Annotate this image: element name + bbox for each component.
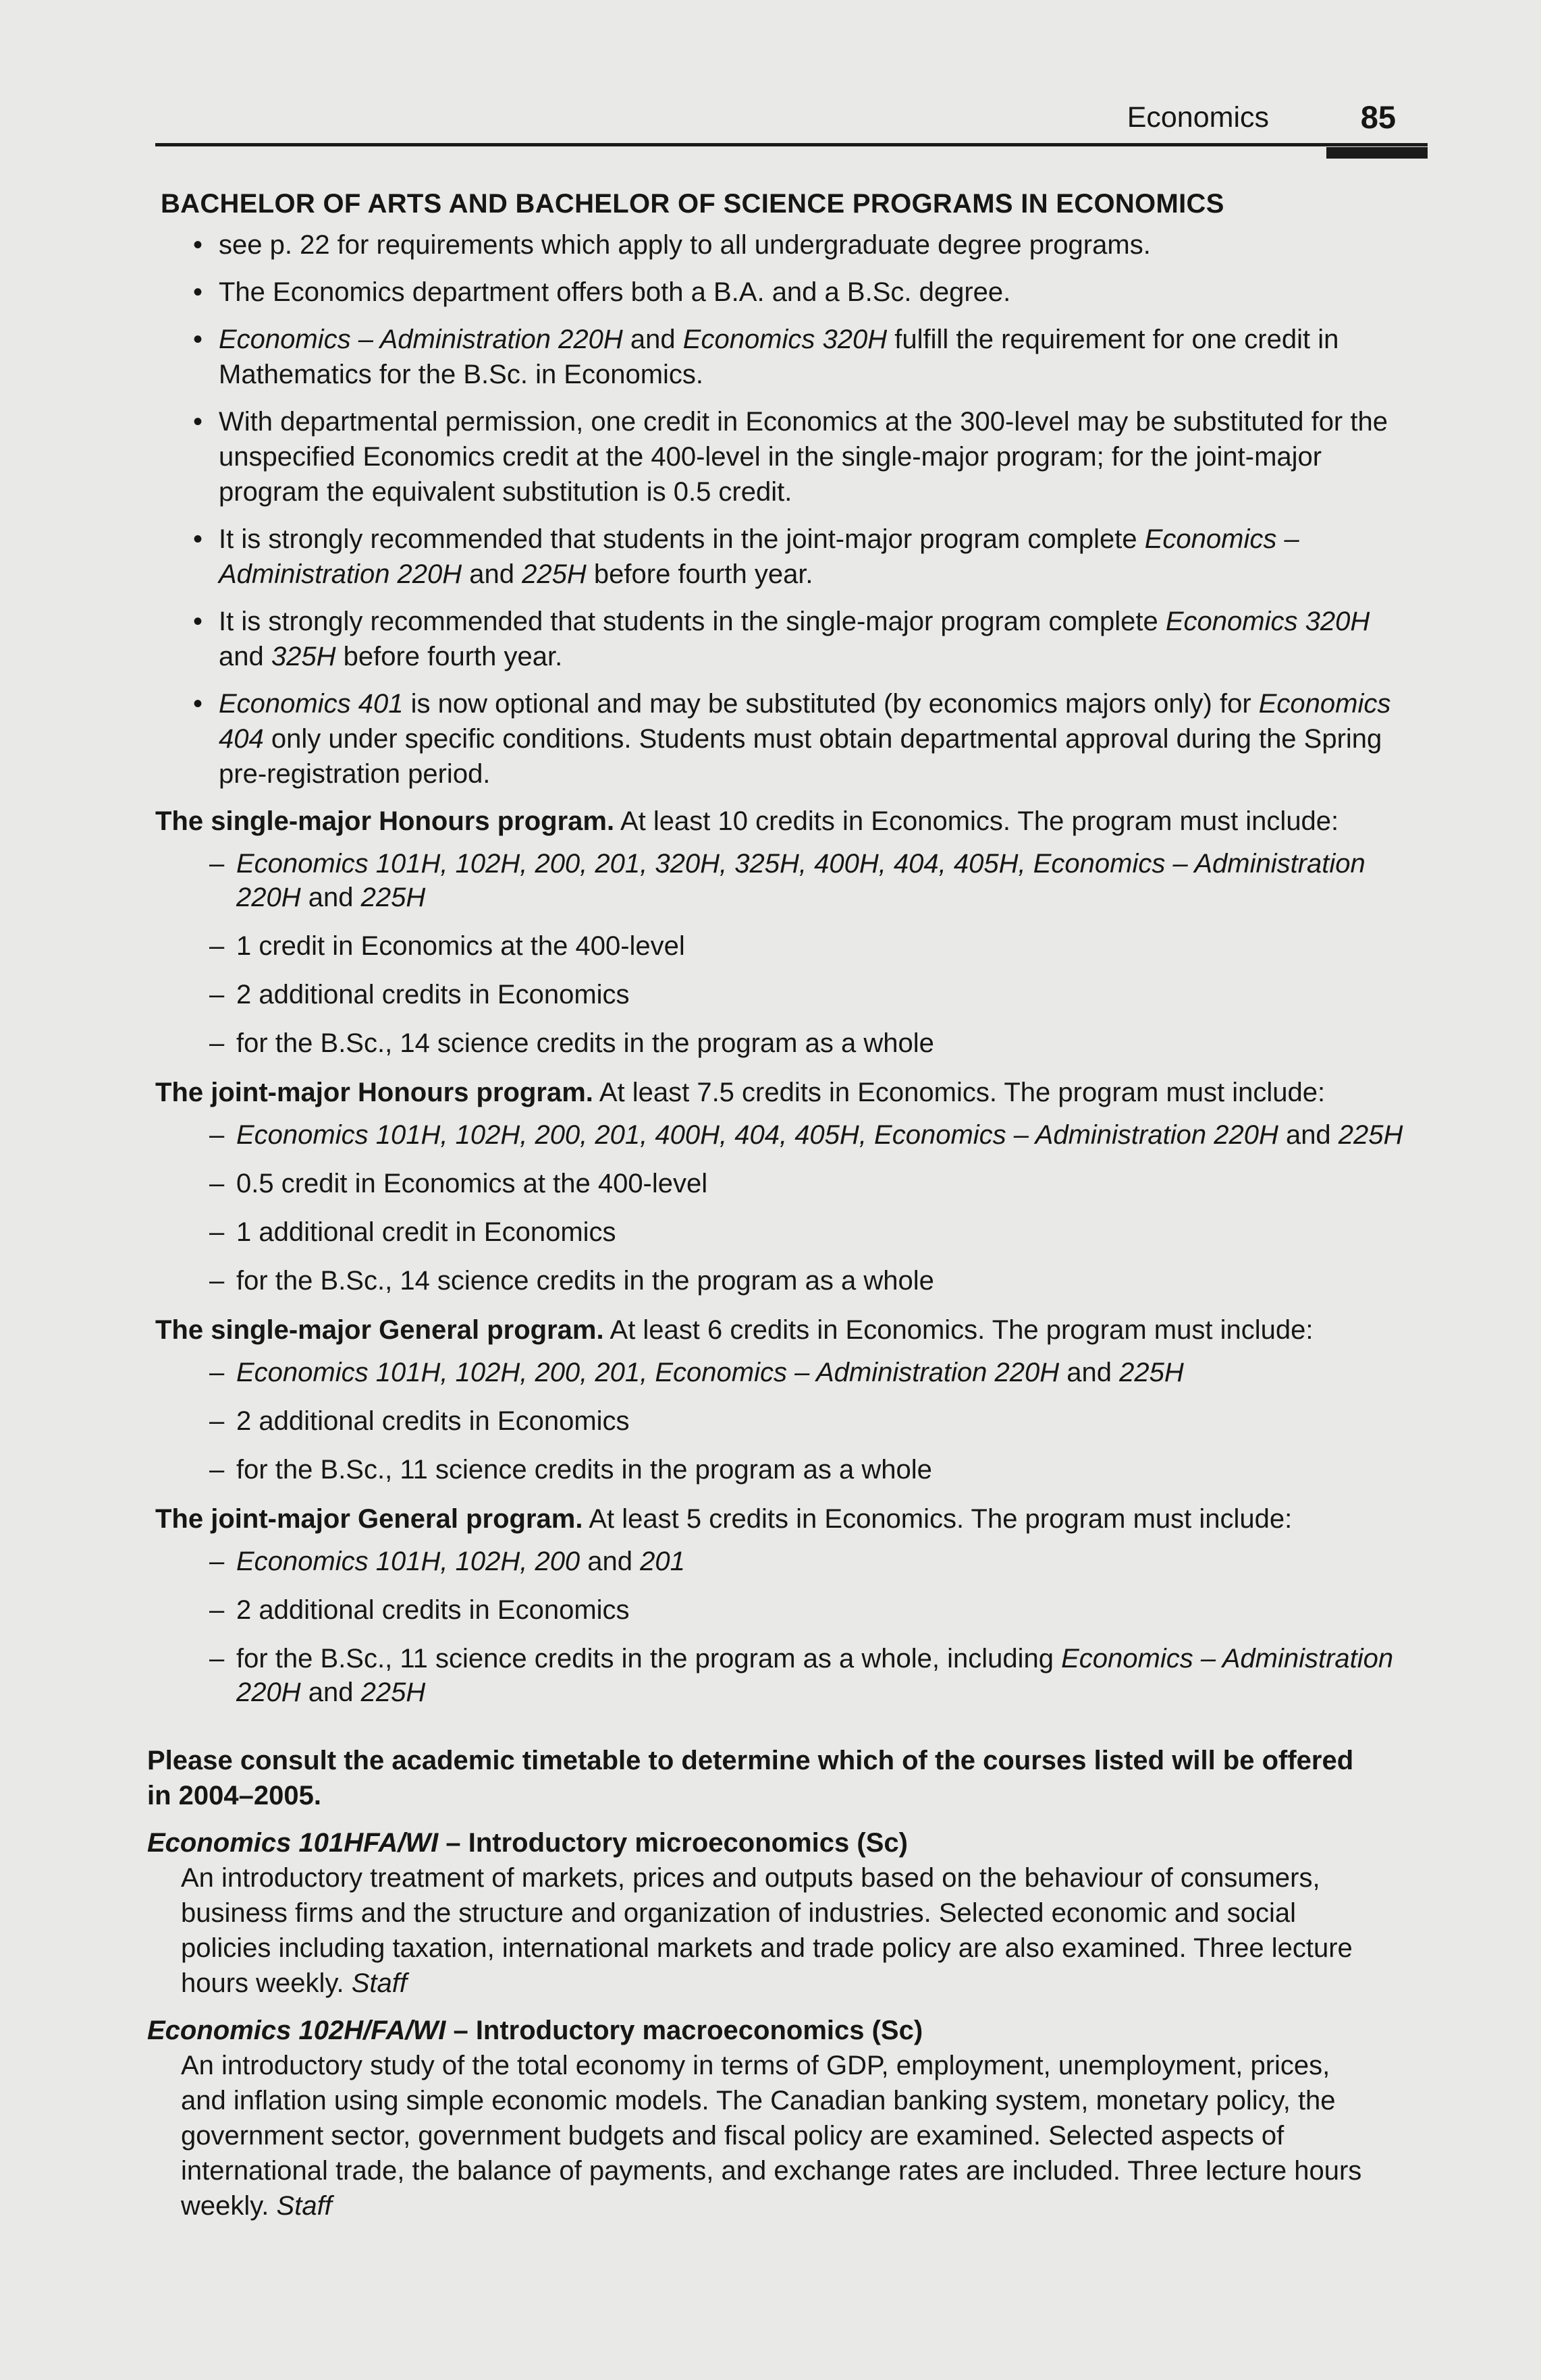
list-item: – 1 additional credit in Economics: [209, 1215, 1417, 1249]
course-entry: [147, 1825, 1417, 2001]
header-rule: [155, 143, 1428, 146]
list-item: • Economics 401 is now optional and may be substituted (by economics majors only) for Economics 404 only under specific conditions. Students must obtain departmental approval during the Spring pre-registration period.: [182, 686, 1417, 792]
program-requirements: [142, 1356, 1417, 1487]
list-item: – Economics 101H, 102H, 200 and 201: [209, 1545, 1417, 1578]
list-item: • see p. 22 for requirements which apply to all undergraduate degree programs.: [182, 227, 1417, 262]
list-item: – 2 additional credits in Economics: [209, 978, 1417, 1012]
joint-major-general-program: The joint-major General program. At least 5 credits in Economics. The program must include:: [155, 1504, 1293, 1534]
requirements-list: [142, 227, 1417, 792]
list-item: • It is strongly recommended that students in the single-major program complete Economics 320H and 325H before fourth year.: [182, 604, 1417, 674]
page-number: 85: [1360, 99, 1396, 135]
timetable-notice: Please consult the academic timetable to determine which of the courses listed will be offered in 2004–2005.: [147, 1746, 1354, 1810]
list-item: • It is strongly recommended that students in the joint-major program complete Economics – Administration 220H and 225H before fourth year.: [182, 522, 1417, 592]
list-item: • With departmental permission, one credit in Economics at the 300-level may be substituted for the unspecified Economics credit at the 400-level in the single-major program; for the joint-major program the equivalent substitution is 0.5 credit.: [182, 404, 1417, 509]
page-content: [142, 189, 1417, 2236]
course-title: Economics 101HFA/WI – Introductory microeconomics (Sc): [147, 1828, 908, 1858]
list-item: – Economics 101H, 102H, 200, 201, 400H, 404, 405H, Economics – Administration 220H and 225H: [209, 1118, 1417, 1152]
single-major-honours-program: The single-major Honours program. At least 10 credits in Economics. The program must include:: [155, 806, 1339, 836]
program-requirements: [142, 1118, 1417, 1298]
list-item: – 2 additional credits in Economics: [209, 1593, 1417, 1627]
list-item: – 1 credit in Economics at the 400-level: [209, 929, 1417, 963]
joint-major-honours-program: The joint-major Honours program. At least 7.5 credits in Economics. The program must include:: [155, 1078, 1326, 1107]
course-description: An introductory treatment of markets, prices and outputs based on the behaviour of consumers, business firms and the structure and organization of industries. Selected economic and social policies including taxation, international markets and trade policy are also examined. Three lecture hours weekly. Staff: [181, 1863, 1353, 1998]
page-header: [155, 93, 1431, 147]
programs-heading: BACHELOR OF ARTS AND BACHELOR OF SCIENCE PROGRAMS IN ECONOMICS: [161, 189, 1224, 219]
list-item: – for the B.Sc., 11 science credits in the program as a whole, including Economics – Administration 220H and 225H: [209, 1642, 1417, 1709]
list-item: – for the B.Sc., 14 science credits in the program as a whole: [209, 1026, 1417, 1060]
course-description: An introductory study of the total economy in terms of GDP, employment, unemployment, prices, and inflation using simple economic models. The Canadian banking system, monetary policy, the government sector, government budgets and fiscal policy are examined. Selected aspects of international trade, the balance of payments, and exchange rates are included. Three lecture hours weekly. Staff: [181, 2051, 1362, 2221]
list-item: – Economics 101H, 102H, 200, 201, Economics – Administration 220H and 225H: [209, 1356, 1417, 1389]
program-requirements: [142, 847, 1417, 1060]
course-title: Economics 102H/FA/WI – Introductory macroeconomics (Sc): [147, 2016, 923, 2045]
list-item: – Economics 101H, 102H, 200, 201, 320H, 325H, 400H, 404, 405H, Economics – Administration 220H and 225H: [209, 847, 1417, 914]
list-item: – for the B.Sc., 14 science credits in the program as a whole: [209, 1264, 1417, 1298]
list-item: – 2 additional credits in Economics: [209, 1404, 1417, 1438]
single-major-general-program: The single-major General program. At least 6 credits in Economics. The program must include:: [155, 1315, 1314, 1345]
section-name: Economics: [1127, 101, 1269, 134]
list-item: – for the B.Sc., 11 science credits in the program as a whole: [209, 1453, 1417, 1487]
list-item: – 0.5 credit in Economics at the 400-level: [209, 1167, 1417, 1200]
course-entry: [147, 2013, 1417, 2223]
header-rule-tab: [1326, 147, 1428, 159]
list-item: • The Economics department offers both a B.A. and a B.Sc. degree.: [182, 275, 1417, 310]
program-requirements: [142, 1545, 1417, 1709]
list-item: • Economics – Administration 220H and Economics 320H fulfill the requirement for one credit in Mathematics for the B.Sc. in Economics.: [182, 322, 1417, 392]
